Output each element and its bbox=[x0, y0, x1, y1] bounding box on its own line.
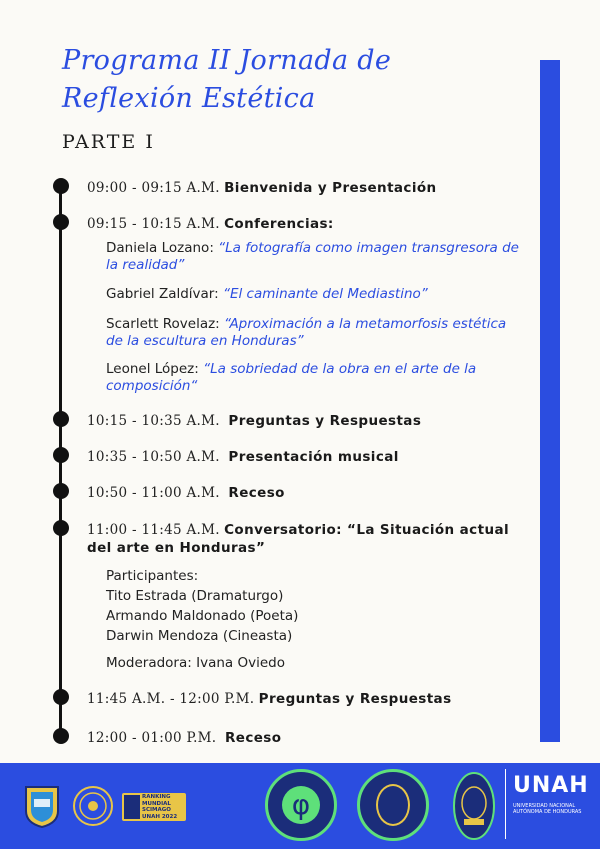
panel-member: Darwin Mendoza (Cineasta) bbox=[106, 628, 293, 644]
philosophy-logo-icon bbox=[265, 769, 337, 841]
phi-symbol: φ bbox=[282, 786, 320, 824]
event-time: 11:45 A.M. - 12:00 P.M. bbox=[87, 691, 255, 707]
timeline-event bbox=[87, 179, 527, 197]
event-label: Receso bbox=[225, 730, 282, 746]
conference-item bbox=[106, 361, 526, 395]
ranking-line: UNAH 2022 bbox=[142, 813, 178, 820]
timeline-dot bbox=[53, 447, 69, 463]
timeline-event bbox=[87, 412, 527, 430]
talk-title: “La fotografía como imagen transgresora de la realidad” bbox=[106, 240, 519, 273]
ranking-badge bbox=[122, 793, 186, 821]
unah-subtitle: UNIVERSIDAD NACIONAL AUTÓNOMA DE HONDURAS bbox=[513, 803, 582, 815]
timeline-dot bbox=[53, 214, 69, 230]
seal-logo-icon bbox=[72, 785, 114, 827]
event-time: 10:15 - 10:35 A.M. bbox=[87, 413, 220, 429]
section-heading: PARTE I bbox=[62, 131, 155, 153]
talk-title: “La sobriedad de la obra en el arte de la composición“ bbox=[106, 361, 477, 394]
timeline-event bbox=[87, 484, 527, 502]
timeline-event bbox=[87, 690, 527, 708]
timeline-dot bbox=[53, 728, 69, 744]
speaker-name: Daniela Lozano: bbox=[106, 240, 214, 256]
speaker-name: Scarlett Rovelaz: bbox=[106, 316, 220, 332]
timeline-dot bbox=[53, 411, 69, 427]
ranking-line: RANKING bbox=[142, 794, 171, 800]
event-label: Receso bbox=[228, 485, 285, 501]
decorative-side-bar bbox=[540, 60, 560, 742]
timeline-event bbox=[87, 448, 527, 466]
speaker-name: Leonel López: bbox=[106, 361, 199, 377]
crest-logo-icon bbox=[452, 771, 496, 841]
panel-member: Tito Estrada (Dramaturgo) bbox=[106, 588, 284, 604]
footer-divider bbox=[505, 769, 506, 839]
timeline-dot bbox=[53, 483, 69, 499]
unah-wordmark: UNAH bbox=[513, 773, 589, 798]
panel-moderator: Moderadora: Ivana Oviedo bbox=[106, 655, 285, 671]
shield-logo-icon bbox=[22, 783, 62, 829]
event-label: Bienvenida y Presentación bbox=[224, 180, 437, 196]
event-time: 10:35 - 10:50 A.M. bbox=[87, 449, 220, 465]
talk-title: “Aproximación a la metamorfosis estética de la escultura en Honduras” bbox=[106, 316, 507, 349]
event-label: Conferencias: bbox=[224, 216, 334, 232]
humanities-logo-icon bbox=[357, 769, 429, 841]
event-label: Presentación musical bbox=[228, 449, 399, 465]
vitruvian-icon bbox=[376, 784, 410, 826]
panel-member: Armando Maldonado (Poeta) bbox=[106, 608, 299, 624]
program-title: Programa II Jornada de Reflexión Estética bbox=[62, 45, 392, 114]
event-label: Conversatorio: “La Situación actual del arte en Honduras” bbox=[87, 522, 509, 556]
event-time: 09:00 - 09:15 A.M. bbox=[87, 180, 220, 196]
timeline-event bbox=[87, 729, 527, 747]
event-time: 11:00 - 11:45 A.M. bbox=[87, 522, 220, 538]
timeline-dot bbox=[53, 520, 69, 536]
event-time: 10:50 - 11:00 A.M. bbox=[87, 485, 220, 501]
event-label: Preguntas y Respuestas bbox=[258, 691, 452, 707]
conference-item bbox=[106, 240, 526, 274]
panel-list bbox=[106, 566, 526, 646]
timeline-event bbox=[87, 215, 527, 233]
conference-item bbox=[106, 316, 526, 350]
conference-item bbox=[106, 286, 526, 303]
panel-heading: Participantes: bbox=[106, 568, 199, 584]
ranking-line: SCIMAGO bbox=[142, 807, 171, 813]
ranking-text bbox=[142, 794, 177, 820]
ranking-icon bbox=[124, 795, 140, 819]
event-time: 09:15 - 10:15 A.M. bbox=[87, 216, 220, 232]
timeline-dot bbox=[53, 178, 69, 194]
timeline-dot bbox=[53, 689, 69, 705]
event-label: Preguntas y Respuestas bbox=[228, 413, 422, 429]
ranking-line: MUNDIAL bbox=[142, 800, 171, 807]
talk-title: “El caminante del Mediastino” bbox=[222, 286, 428, 302]
event-time: 12:00 - 01:00 P.M. bbox=[87, 730, 217, 746]
logo-footer bbox=[0, 763, 600, 849]
timeline-event bbox=[87, 521, 517, 557]
speaker-name: Gabriel Zaldívar: bbox=[106, 286, 219, 302]
